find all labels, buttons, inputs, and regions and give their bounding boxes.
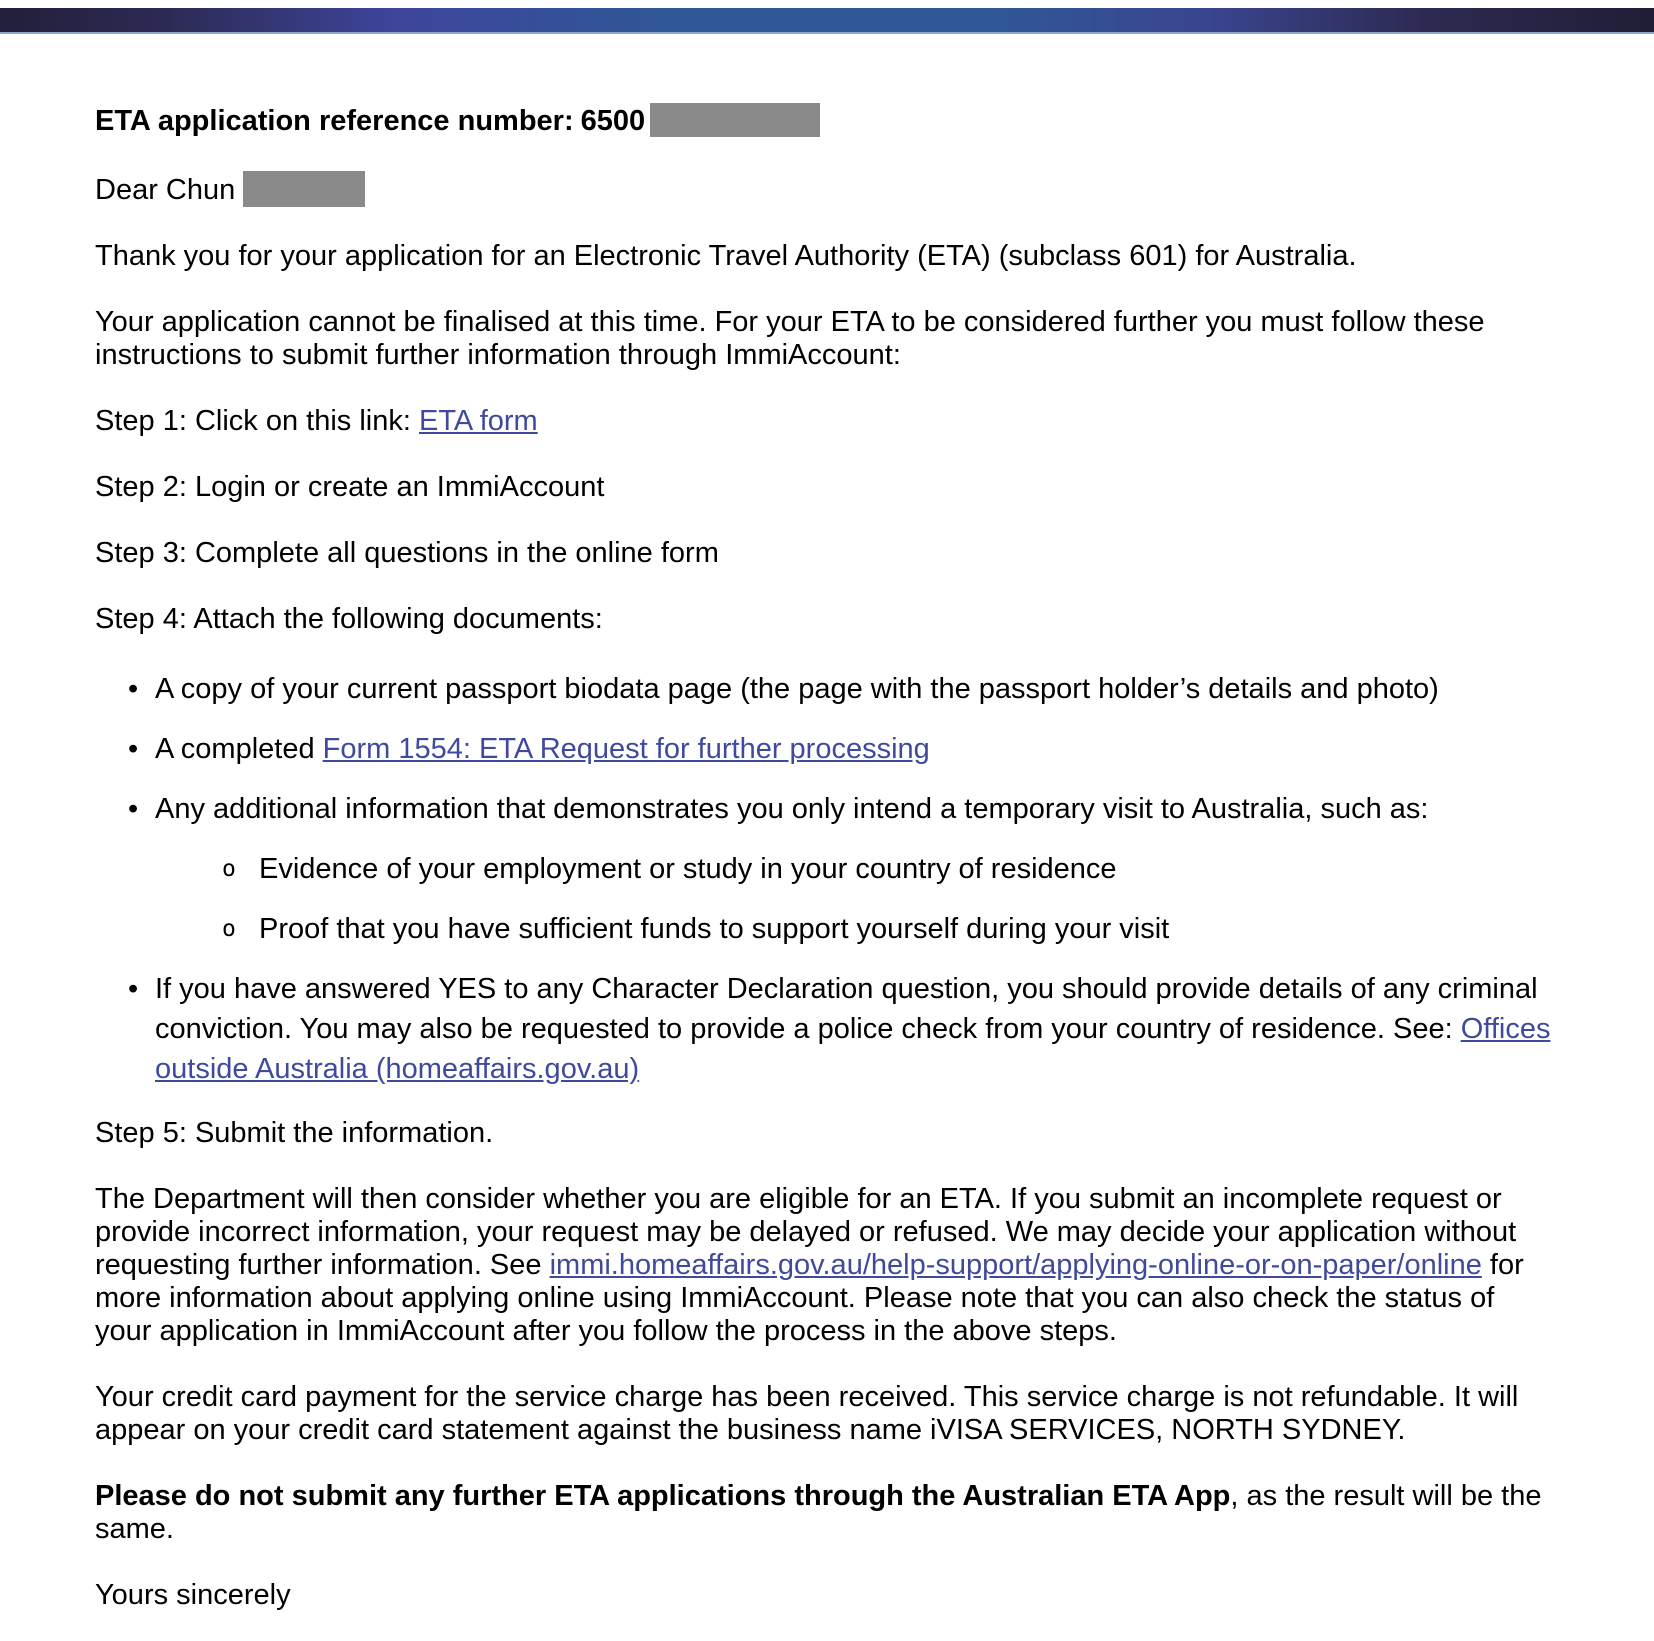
immi-homeaffairs-link[interactable]: immi.homeaffairs.gov.au/help-support/applying-online-or-on-paper/online [549, 1249, 1482, 1281]
bullet-item [95, 789, 1558, 849]
payment-paragraph [95, 1381, 1558, 1447]
circle-marker-icon: o [222, 916, 236, 942]
thank-you-paragraph [95, 240, 1558, 273]
text-run: , as the result will be the same. [95, 1480, 1542, 1545]
text-run: Step 4: Attach the following documents: [95, 603, 603, 635]
eta-form-link[interactable]: ETA form [418, 405, 538, 437]
list-item-text [155, 789, 1558, 829]
list-item-text [155, 669, 1558, 709]
circle-marker-icon: o [222, 856, 236, 882]
text-run: If you have answered YES to any Character Declaration question, you should provide details of any criminal conviction. You may also be requested to provide a police check from your country of residence. See: [155, 973, 1538, 1045]
bullet-marker-icon: • [128, 673, 139, 705]
text-run: Proof that you have sufficient funds to support yourself during your visit [259, 913, 1170, 945]
text-run: Yours sincerely [95, 1579, 291, 1611]
salutation-line [95, 171, 1558, 207]
text-run: Thank you for your application for an Electronic Travel Authority (ETA) (subclass 601) for Australia. [95, 240, 1357, 272]
text-run: Your credit card payment for the service charge has been received. This service charge is not refundable. It will appear on your credit card statement against the business name iVISA SERVICES, NORTH SYDNEY. [95, 1381, 1519, 1446]
salutation-name: Chun [165, 174, 236, 206]
text-run: Evidence of your employment or study in your country of residence [259, 853, 1117, 885]
step-4 [95, 603, 1558, 636]
reference-line [95, 103, 1558, 138]
bullet-item [95, 669, 1558, 729]
text-run: Step 5: Submit the information. [95, 1117, 494, 1149]
step-5 [95, 1117, 1558, 1150]
bullet-marker-icon: • [128, 733, 139, 765]
cannot-finalise-paragraph [95, 306, 1558, 372]
reference-redaction-box [650, 103, 820, 137]
signoff [95, 1579, 1558, 1612]
document-body [95, 240, 1558, 1612]
bullet-item [95, 729, 1558, 789]
salutation-prefix: Dear [95, 174, 158, 206]
sub-bullet-item [95, 909, 1558, 969]
sub-bullet-item [95, 849, 1558, 909]
offices-outside-australia-link[interactable]: Offices outside Australia (homeaffairs.gov.au) [155, 1013, 1551, 1085]
text-run: Step 1: Click on this link: [95, 405, 419, 437]
top-banner [0, 8, 1654, 34]
list-item-text [155, 969, 1558, 1089]
surname-redaction-box [243, 171, 365, 207]
document [0, 34, 1654, 1641]
form-1554-link[interactable]: Form 1554: ETA Request for further processing [322, 733, 930, 765]
text-run: Please do not submit any further ETA applications through the Australian ETA App [95, 1480, 1231, 1512]
list-item-text [259, 849, 1558, 889]
bullet-item [95, 969, 1558, 1109]
text-run: A completed [155, 733, 323, 765]
step-3 [95, 537, 1558, 570]
text-run: The Department will then consider whether you are eligible for an ETA. If you submit an incomplete request or provide incorrect information, your request may be delayed or refused. We may decide your application without requesting further information. See [95, 1183, 1517, 1281]
step-2 [95, 471, 1558, 504]
no-further-applications-paragraph [95, 1480, 1558, 1546]
reference-number: 6500 [580, 105, 646, 137]
step-1 [95, 405, 1558, 438]
list-item-text [259, 909, 1558, 949]
bullet-marker-icon: • [128, 973, 139, 1005]
reference-label: ETA application reference number: [95, 105, 574, 137]
text-run: Step 2: Login or create an ImmiAccount [95, 471, 605, 503]
text-run: for more information about applying online using ImmiAccount. Please note that you can also check the status of your application in ImmiAccount after you follow the process in the above steps. [95, 1249, 1524, 1347]
text-run: Any additional information that demonstrates you only intend a temporary visit to Australia, such as: [155, 793, 1429, 825]
text-run: Step 3: Complete all questions in the online form [95, 537, 719, 569]
text-run: Your application cannot be finalised at this time. For your ETA to be considered further you must follow these instructions to submit further information through ImmiAccount: [95, 306, 1485, 371]
bullet-marker-icon: • [128, 793, 139, 825]
department-paragraph [95, 1183, 1558, 1348]
text-run: A copy of your current passport biodata page (the page with the passport holder’s details and photo) [155, 673, 1439, 705]
list-item-text [155, 729, 1558, 769]
